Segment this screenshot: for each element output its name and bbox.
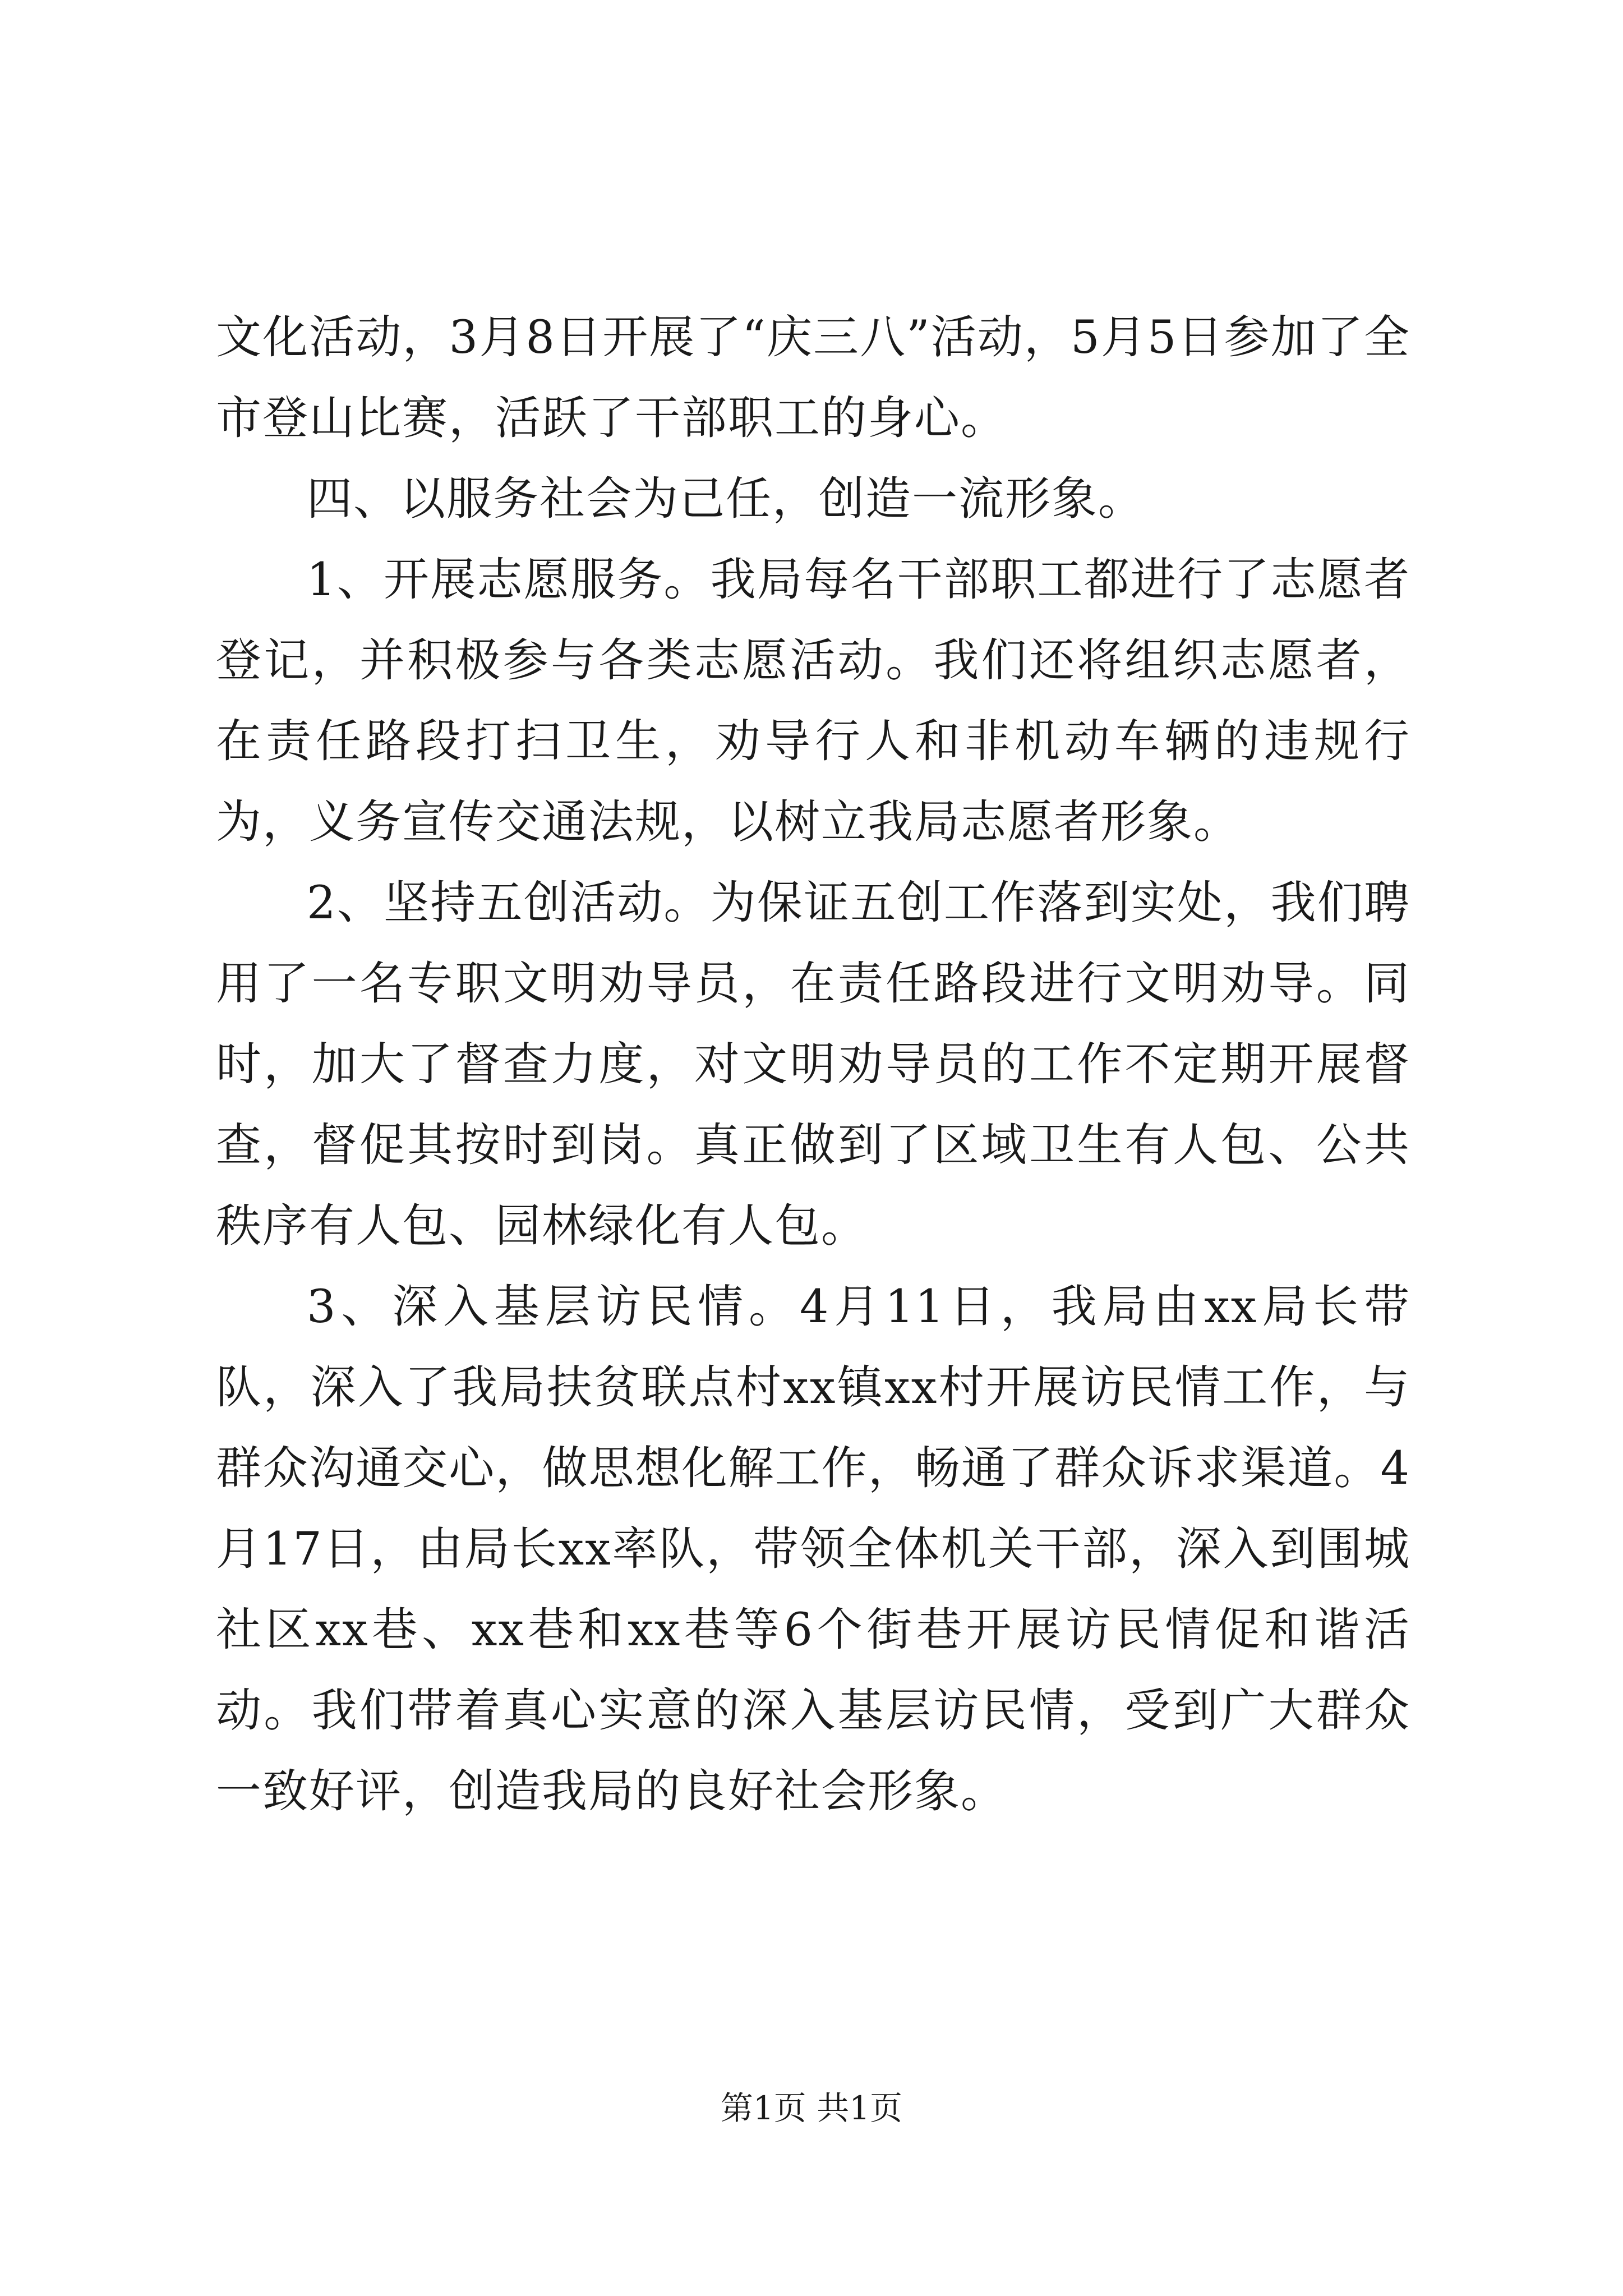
paragraph-continuation: 文化活动，3月8日开展了“庆三八”活动，5月5日参加了全市登山比赛，活跃了干部职工的身心。 [216, 311, 1410, 445]
paragraph-grassroots-visits: 3、深入基层访民情。4月11日，我局由xx局长带队，深入了我局扶贫联点村xx镇xx村开展访民情工作，与群众沟通交心，做思想化解工作，畅通了群众诉求渠道。4月17日，由局长xx率队，带领全体机关干部，深入到围城社区xx巷、xx巷和xx巷等6个街巷开展访民情促和谐活动。我们带着真心实意的深入基层访民情，受到广大群众一致好评，创造我局的良好社会形象。 [216, 1281, 1410, 1818]
paragraph-volunteer-service: 1、开展志愿服务。我局每名干部职工都进行了志愿者登记，并积极参与各类志愿活动。我们还将组织志愿者，在责任路段打扫卫生，劝导行人和非机动车辆的违规行为，义务宣传交通法规，以树立我局志愿者形象。 [216, 554, 1410, 849]
document-body [216, 297, 1410, 1832]
paragraph-five-creations: 2、坚持五创活动。为保证五创工作落到实处，我们聘用了一名专职文明劝导员，在责任路段进行文明劝导。同时，加大了督查力度，对文明劝导员的工作不定期开展督查，督促其按时到岗。真正做到了区域卫生有人包、公共秩序有人包、园林绿化有人包。 [216, 877, 1410, 1253]
section-heading-four: 四、以服务社会为己任，创造一流形象。 [307, 473, 1145, 526]
page-footer: 第1页 共1页 [720, 2089, 903, 2127]
